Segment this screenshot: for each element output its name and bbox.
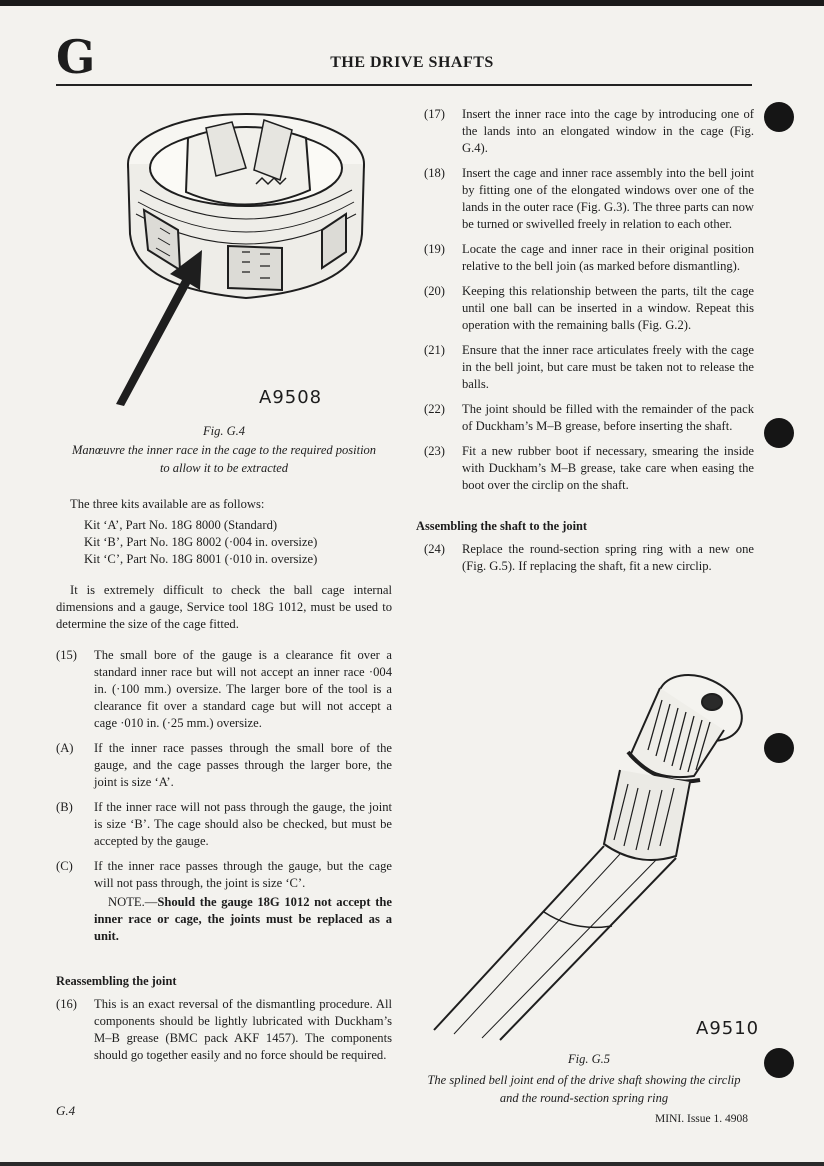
item-number: (B) xyxy=(56,800,73,814)
list-item xyxy=(424,541,754,575)
item-number: (19) xyxy=(424,242,445,256)
item-text: Locate the cage and inner race in their original position relative to the bell join (as marked before dismantling). xyxy=(462,242,754,273)
reassembling-heading: Reassembling the joint xyxy=(56,974,177,988)
right-column xyxy=(416,106,754,583)
list-item xyxy=(56,740,392,791)
page-title: THE DRIVE SHAFTS xyxy=(330,54,494,71)
item-number: (C) xyxy=(56,859,73,873)
figure-g4-code: A9508 xyxy=(259,387,323,408)
kit-item: Kit ‘C’, Part No. 18G 8001 (·010 in. oversize) xyxy=(84,552,318,566)
item-text: If the inner race passes through the small bore of the gauge, and the cage passes through the larger bore, the joint is size ‘A’. xyxy=(94,741,392,789)
figure-g5-label: Fig. G.5 xyxy=(567,1052,610,1066)
item-text: The joint should be filled with the remainder of the pack of Duckham’s M–B grease, before inserting the shaft. xyxy=(462,402,754,433)
binder-hole xyxy=(764,418,794,448)
list-item xyxy=(56,996,392,1064)
item-number: (17) xyxy=(424,107,445,121)
list-item xyxy=(424,401,754,435)
list-item xyxy=(424,342,754,393)
assembling-heading: Assembling the shaft to the joint xyxy=(416,519,588,533)
list-item xyxy=(424,241,754,275)
item-text: Replace the round-section spring ring with a new one (Fig. G.5). If replacing the shaft, fit a new circlip. xyxy=(462,542,754,573)
item-number: (16) xyxy=(56,997,77,1011)
item-number: (21) xyxy=(424,343,445,357)
item-number: (23) xyxy=(424,444,445,458)
list-item xyxy=(424,283,754,334)
item-text: Keeping this relationship between the parts, tilt the cage until one ball can be inserted in a window. Repeat this operation with the remaining balls (Fig. G.2). xyxy=(462,284,754,332)
figure-g4-label: Fig. G.4 xyxy=(202,424,245,438)
item-number: (15) xyxy=(56,648,77,662)
page-bottom-edge xyxy=(0,1162,824,1166)
kits-intro: The three kits available are as follows: xyxy=(70,497,265,511)
left-column xyxy=(56,496,392,1072)
note xyxy=(56,894,392,945)
item-number: (24) xyxy=(424,542,445,556)
list-item xyxy=(424,165,754,233)
list-item xyxy=(424,106,754,157)
figure-g5-illustration xyxy=(424,664,754,1044)
item-number: (22) xyxy=(424,402,445,416)
item-number: (20) xyxy=(424,284,445,298)
item-text: If the inner race will not pass through the gauge, the joint is size ‘B’. The cage should also be checked, but must be accepted by the gauge. xyxy=(94,800,392,848)
binder-hole xyxy=(764,102,794,132)
item-text: This is an exact reversal of the dismantling procedure. All components should be lightly lubricated with Duckham’s M–B grease (BMC pack AKF 1457). The components should go together easily and no force should be required. xyxy=(94,997,392,1062)
item-text: The small bore of the gauge is a clearance fit over a standard inner race but will not accept an inner race ·004 in. (·100 mm.) oversize. The larger bore of the tool is a clearance fit over a standard cage but will not accept a cage ·010 in. (·25 mm.) oversize. xyxy=(94,648,392,730)
list-item xyxy=(56,858,392,892)
figure-g5-caption: The splined bell joint end of the drive shaft showing the circlip and the round-section spring ring xyxy=(427,1073,741,1105)
note-text: Should the gauge 18G 1012 not accept the inner race or cage, the joints must be replaced as a unit. xyxy=(94,895,392,943)
section-letter: G xyxy=(56,30,96,84)
item-text: Insert the inner race into the cage by introducing one of the lands into an elongated window in the cage (Fig. G.4). xyxy=(462,107,754,155)
page-top-edge xyxy=(0,0,824,6)
header-rule xyxy=(56,84,752,86)
item-number: (18) xyxy=(424,166,445,180)
figure-g5-code: A9510 xyxy=(696,1018,760,1039)
list-item xyxy=(56,799,392,850)
kit-item: Kit ‘B’, Part No. 18G 8002 (·004 in. oversize) xyxy=(84,535,318,549)
list-item xyxy=(424,443,754,494)
item-text: Fit a new rubber boot if necessary, smearing the inside with Duckham’s M–B grease, take care when easing the boot over the circlip on the shaft. xyxy=(462,444,754,492)
list-item xyxy=(56,647,392,732)
item-text: Ensure that the inner race articulates freely with the cage in the bell joint, but care must be taken not to release the balls. xyxy=(462,343,754,391)
note-lead: NOTE.— xyxy=(108,895,158,909)
kit-item: Kit ‘A’, Part No. 18G 8000 (Standard) xyxy=(84,518,278,532)
item-number: (A) xyxy=(56,741,74,755)
binder-hole xyxy=(764,733,794,763)
issue-label: MINI. Issue 1. 4908 xyxy=(655,1113,748,1125)
figure-g4-caption: Manœuvre the inner race in the cage to the required position to allow it to be extracted xyxy=(71,443,377,475)
item-text: Insert the cage and inner race assembly into the bell joint by fitting one of the elongated windows over one of the lands in the outer race (Fig. G.3). The three parts can now be turned or swivelled freely in relation to each other. xyxy=(462,166,754,231)
figure-g4-illustration xyxy=(96,98,396,410)
item-text: If the inner race passes through the gauge, but the cage will not pass through, the joint is size ‘C’. xyxy=(94,859,392,890)
page-number: G.4 xyxy=(56,1103,76,1118)
binder-hole xyxy=(764,1048,794,1078)
gauge-paragraph: It is extremely difficult to check the ball cage internal dimensions and a gauge, Service tool 18G 1012, must be used to determine the size of the cage fitted. xyxy=(56,583,392,631)
